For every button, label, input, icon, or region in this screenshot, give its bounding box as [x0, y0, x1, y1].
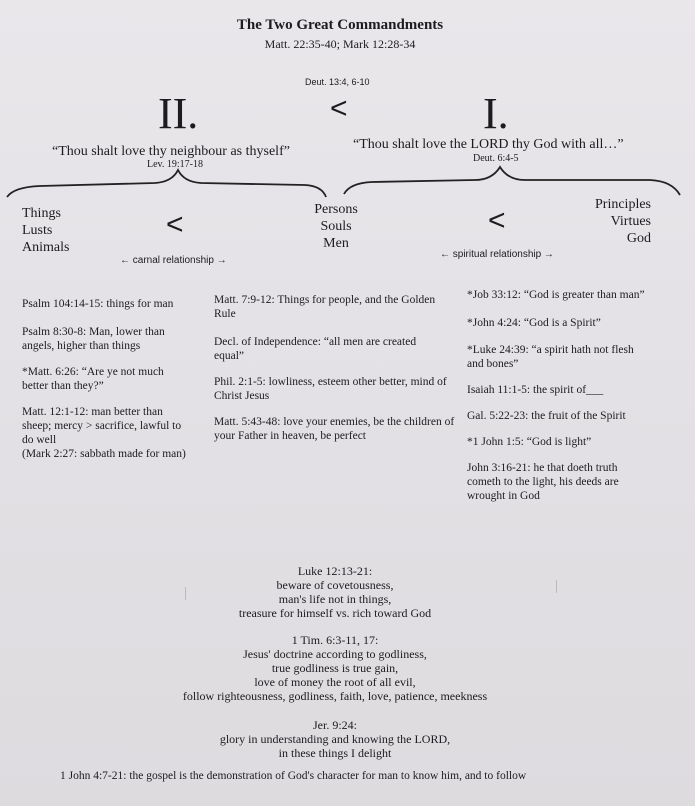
block-line: treasure for himself vs. rich toward God — [238, 606, 432, 620]
page-title: The Two Great Commandments — [236, 17, 444, 33]
block-line: follow righteousness, godliness, faith, love, patience, meekness — [182, 689, 488, 703]
scripture-entry: *1 John 1:5: “God is light” — [467, 436, 592, 448]
list-item: Souls — [320, 219, 352, 234]
second-commandment-quote: “Thou shalt love thy neighbour as thyself” — [52, 144, 290, 159]
list-item: Things — [22, 206, 61, 221]
footer-note: 1 John 4:7-21: the gospel is the demonstration of God's character for man to know him, and to follow — [60, 770, 527, 782]
scripture-entry: (Mark 2:27: sabbath made for man) — [22, 448, 186, 460]
first-commandment-quote: “Thou shalt love the LORD thy God with all…” — [353, 137, 624, 152]
luke-block — [180, 564, 490, 620]
scripture-entry: Matt. 12:1-12: man better than sheep; mercy > sacrifice, lawful to do well — [22, 406, 182, 446]
scripture-entry: Decl. of Independence: “all men are created equal” — [214, 336, 417, 362]
scripture-entry: Phil. 2:1-5: lowliness, esteem other better, mind of Christ Jesus — [214, 376, 447, 402]
things-list — [22, 205, 69, 256]
scripture-entry: Psalm 104:14-15: things for man — [22, 298, 174, 310]
block-line: Jesus' doctrine according to godliness, — [243, 647, 427, 661]
scripture-entry: Psalm 8:30-8: Man, lower than angels, higher than things — [22, 326, 165, 352]
faint-mark — [556, 580, 557, 593]
scripture-entry: Matt. 5:43-48: love your enemies, be the children of your Father in heaven, be perfect — [214, 416, 455, 442]
second-commandment-ref: Lev. 19:17-18 — [147, 159, 204, 170]
block-line: in these things I delight — [278, 746, 392, 760]
top-reference: Deut. 13:4, 6-10 — [305, 77, 370, 87]
block-line: man's life not in things, — [278, 592, 392, 606]
list-item: Men — [323, 236, 349, 251]
list-item: Animals — [22, 240, 70, 255]
less-than-left: < — [166, 208, 184, 241]
carnal-relationship-label: ← carnal relationship → — [120, 255, 227, 266]
column-persons — [214, 293, 456, 443]
scripture-entry: John 3:16-21: he that doeth truth cometh to the light, his deeds are wrought in God — [467, 462, 619, 502]
left-brace — [7, 170, 326, 197]
scripture-entry: *Luke 24:39: “a spirit hath not flesh and bones” — [467, 344, 634, 370]
scripture-entry: *Job 33:12: “God is greater than man” — [467, 289, 645, 301]
principles-list — [595, 196, 651, 247]
list-item: Lusts — [22, 223, 53, 238]
less-than-right: < — [488, 204, 506, 237]
list-item: God — [626, 231, 651, 246]
scripture-entry: *John 4:24: “God is a Spirit” — [467, 317, 601, 329]
scripture-entry: Matt. 7:9-12: Things for people, and the Golden Rule — [214, 294, 436, 320]
block-line: true godliness is true gain, — [271, 661, 399, 675]
list-item: Principles — [595, 197, 651, 212]
column-things — [22, 297, 192, 461]
page-subtitle: Matt. 22:35-40; Mark 12:28-34 — [264, 37, 416, 51]
block-line: beware of covetousness, — [276, 578, 394, 592]
list-item: Virtues — [610, 214, 651, 229]
right-brace — [344, 167, 680, 195]
block-line: love of money the root of all evil, — [254, 675, 416, 689]
block-line: glory in understanding and knowing the LORD, — [219, 732, 451, 746]
persons-list — [300, 201, 372, 252]
jeremiah-block — [180, 718, 490, 760]
block-line: 1 Tim. 6:3-11, 17: — [291, 633, 379, 647]
column-god — [467, 288, 647, 503]
second-commandment-numeral: II. — [158, 89, 199, 138]
list-item: Persons — [314, 202, 358, 217]
block-line: Jer. 9:24: — [313, 718, 357, 732]
grouping-braces — [0, 0, 695, 230]
scripture-entry: Gal. 5:22-23: the fruit of the Spirit — [467, 410, 626, 422]
scripture-entry: *Matt. 6:26: “Are ye not much better than they?” — [22, 366, 164, 392]
less-than-top: < — [330, 92, 348, 125]
first-commandment-ref: Deut. 6:4-5 — [473, 153, 519, 164]
first-commandment-numeral: I. — [483, 89, 509, 138]
timothy-block — [160, 633, 510, 703]
block-line: Luke 12:13-21: — [297, 564, 373, 578]
scripture-entry: Isaiah 11:1-5: the spirit of___ — [467, 384, 604, 396]
spiritual-relationship-label: ← spiritual relationship → — [440, 249, 554, 260]
